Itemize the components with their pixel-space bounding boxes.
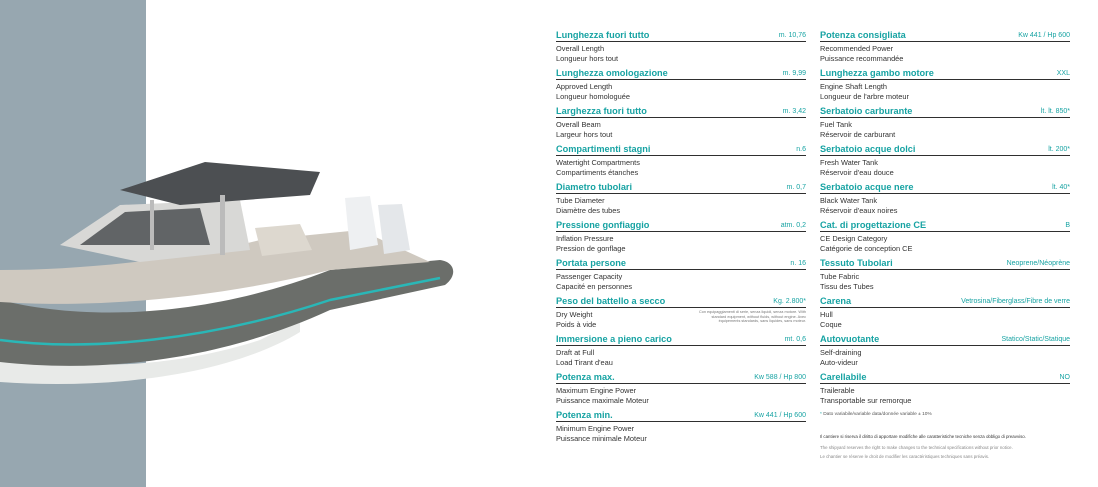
disclaimer-it: Il cantiere si riserva il diritto di apportare modifiche alle caratteristiche tecniche senza obbligo di preavviso.	[820, 434, 1026, 439]
spec-header	[556, 218, 806, 232]
spec-value: Kg. 2.800*	[773, 298, 806, 305]
spec-value: lt. lt. 850*	[1040, 108, 1070, 115]
spec-value: Vetrosina/Fiberglass/Fibre de verre	[961, 298, 1070, 305]
spec-value: XXL	[1056, 70, 1070, 77]
spec-title: Lunghezza omologazione	[556, 68, 668, 78]
spec-value: Statico/Static/Statique	[1001, 336, 1070, 343]
spec-french: Réservoir d'eau douce	[820, 167, 894, 177]
spec-value: m. 0,7	[786, 184, 806, 191]
spec-value: Kw 588 / Hp 800	[754, 374, 806, 381]
spec-french: Longueur hors tout	[556, 53, 619, 63]
spec-header	[556, 370, 806, 384]
spec-header	[820, 332, 1070, 346]
spec-item	[820, 294, 1070, 332]
spec-english: CE Design Category	[820, 234, 888, 243]
spec-item	[556, 370, 806, 408]
spec-english: Fuel Tank	[820, 120, 852, 129]
spec-value: m. 9,99	[782, 70, 806, 77]
spec-value: lt. 40*	[1052, 184, 1070, 191]
spec-header	[556, 408, 806, 422]
spec-header	[820, 180, 1070, 194]
spec-value: lt. 200*	[1048, 146, 1070, 153]
spec-english: Trailerable	[820, 386, 855, 395]
spec-french: Transportable sur remorque	[820, 395, 912, 405]
spec-english: Inflation Pressure	[556, 234, 614, 243]
spec-item	[556, 180, 806, 218]
spec-french: Compartiments étanches	[556, 167, 639, 177]
spec-header	[556, 332, 806, 346]
spec-header	[556, 180, 806, 194]
spec-item	[820, 66, 1070, 104]
spec-english: Recommended Power	[820, 44, 894, 53]
spec-english: Engine Shaft Length	[820, 82, 887, 91]
spec-header	[820, 370, 1070, 384]
spec-french: Capacité en personnes	[556, 281, 633, 291]
spec-column-right	[820, 28, 1070, 408]
spec-value: B	[1065, 222, 1070, 229]
spec-item	[556, 142, 806, 180]
spec-title: Autovuotante	[820, 334, 880, 344]
spec-french: Largeur hors tout	[556, 129, 613, 139]
spec-french: Coque	[820, 319, 842, 329]
spec-item	[820, 218, 1070, 256]
spec-header	[820, 256, 1070, 270]
spec-value: m. 3,42	[782, 108, 806, 115]
spec-title: Serbatoio carburante	[820, 106, 913, 116]
spec-header	[820, 66, 1070, 80]
spec-french: Diamètre des tubes	[556, 205, 621, 215]
spec-title: Diametro tubolari	[556, 182, 633, 192]
spec-title: Serbatoio acque nere	[820, 182, 914, 192]
spec-french: Réservoir d'eaux noires	[820, 205, 898, 215]
boat-image	[0, 150, 470, 410]
spec-value: atm. 0,2	[780, 222, 806, 229]
spec-value: Neoprene/Néoprène	[1006, 260, 1070, 267]
spec-title: Potenza min.	[556, 410, 613, 420]
spec-title: Cat. di progettazione CE	[820, 220, 927, 230]
spec-column-left	[556, 28, 806, 446]
spec-french: Load Tirant d'eau	[556, 357, 613, 367]
spec-english: Watertight Compartments	[556, 158, 640, 167]
spec-english: Dry Weight	[556, 310, 593, 319]
spec-header	[556, 66, 806, 80]
spec-value: Kw 441 / Hp 600	[1018, 32, 1070, 39]
spec-english: Minimum Engine Power	[556, 424, 635, 433]
spec-english: Tube Fabric	[820, 272, 860, 281]
spec-english: Approved Length	[556, 82, 613, 91]
spec-english: Passenger Capacity	[556, 272, 623, 281]
spec-item	[556, 294, 806, 332]
spec-title: Compartimenti stagni	[556, 144, 651, 154]
spec-item	[820, 28, 1070, 66]
spec-item	[820, 180, 1070, 218]
spec-header	[556, 142, 806, 156]
spec-english: Overall Length	[556, 44, 605, 53]
spec-english: Tube Diameter	[556, 196, 605, 205]
spec-header	[820, 294, 1070, 308]
spec-note: Con equipaggiamenti di serie, senza liquidi, senza motore. With standard equipment, without fluids, without engine. Avec équipements standards, sans liquides, sans moteur.	[698, 310, 806, 323]
spec-value: n. 16	[790, 260, 806, 267]
spec-item	[556, 256, 806, 294]
spec-title: Serbatoio acque dolci	[820, 144, 916, 154]
spec-title: Carellabile	[820, 372, 867, 382]
footnote-text: Dato variabile/variable data/donnée variable ± 10%	[823, 412, 932, 417]
spec-item	[820, 370, 1070, 408]
spec-item	[820, 104, 1070, 142]
spec-english: Overall Beam	[556, 120, 601, 129]
spec-title: Immersione a pieno carico	[556, 334, 672, 344]
spec-french: Pression de gonflage	[556, 243, 626, 253]
spec-header	[556, 294, 806, 308]
spec-item	[820, 332, 1070, 370]
spec-french: Auto-videur	[820, 357, 858, 367]
spec-item	[556, 28, 806, 66]
spec-english: Fresh Water Tank	[820, 158, 878, 167]
spec-value: m. 10,76	[778, 32, 806, 39]
spec-title: Lunghezza gambo motore	[820, 68, 934, 78]
spec-english: Draft at Full	[556, 348, 595, 357]
spec-title: Tessuto Tubolari	[820, 258, 893, 268]
disclaimer-fr: Le chantier se réserve le droit de modifier les caractéristiques techniques sans préavis.	[820, 454, 990, 459]
spec-french: Puissance recommandée	[820, 53, 904, 63]
spec-header	[820, 218, 1070, 232]
spec-title: Lunghezza fuori tutto	[556, 30, 650, 40]
spec-item	[556, 104, 806, 142]
spec-title: Carena	[820, 296, 852, 306]
footnote	[820, 412, 932, 417]
spec-title: Pressione gonfiaggio	[556, 220, 650, 230]
spec-header	[820, 142, 1070, 156]
disclaimer-en: The shipyard reserves the right to make changes to the technical specifications without prior notice.	[820, 445, 1013, 450]
spec-value: Kw 441 / Hp 600	[754, 412, 806, 419]
spec-french: Tissu des Tubes	[820, 281, 874, 291]
spec-header	[556, 104, 806, 118]
spec-title: Potenza max.	[556, 372, 615, 382]
spec-french: Réservoir de carburant	[820, 129, 896, 139]
spec-value: mt. 0,6	[784, 336, 806, 343]
spec-header	[820, 104, 1070, 118]
spec-french: Longueur homologuée	[556, 91, 630, 101]
spec-item	[556, 218, 806, 256]
spec-english: Self-draining	[820, 348, 862, 357]
spec-header	[820, 28, 1070, 42]
spec-english: Maximum Engine Power	[556, 386, 637, 395]
spec-item	[556, 332, 806, 370]
spec-french: Longueur de l'arbre moteur	[820, 91, 909, 101]
spec-french: Poids à vide	[556, 319, 597, 329]
spec-english: Hull	[820, 310, 833, 319]
spec-french: Puissance minimale Moteur	[556, 433, 647, 443]
spec-value: NO	[1059, 374, 1070, 381]
spec-value: n.6	[796, 146, 806, 153]
spec-title: Peso del battello a secco	[556, 296, 666, 306]
spec-item	[820, 142, 1070, 180]
spec-title: Larghezza fuori tutto	[556, 106, 647, 116]
spec-item	[556, 408, 806, 446]
footnote-star: *	[820, 412, 822, 417]
spec-header	[556, 28, 806, 42]
spec-english: Black Water Tank	[820, 196, 878, 205]
spec-item	[556, 66, 806, 104]
spec-title: Portata persone	[556, 258, 626, 268]
spec-french: Catégorie de conception CE	[820, 243, 913, 253]
spec-french: Puissance maximale Moteur	[556, 395, 649, 405]
spec-header	[556, 256, 806, 270]
spec-title: Potenza consigliata	[820, 30, 906, 40]
spec-item	[820, 256, 1070, 294]
